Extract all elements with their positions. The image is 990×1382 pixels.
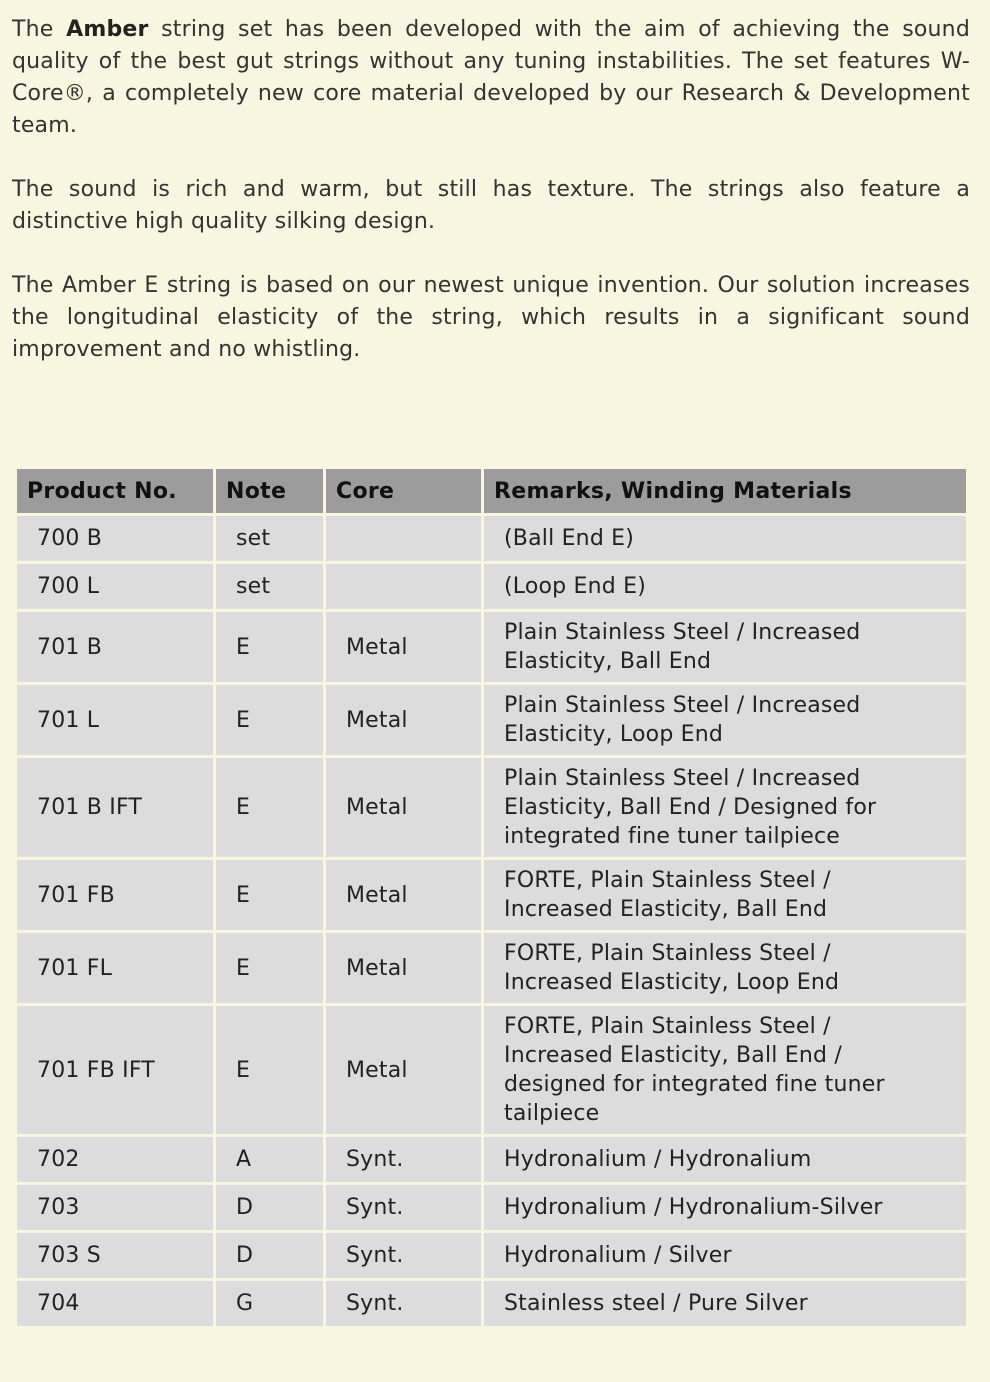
cell-product-no: 701 B [17,612,213,682]
cell-product-no: 703 [17,1185,213,1230]
cell-remarks: Hydronalium / Silver [484,1233,966,1278]
table-row [17,516,966,561]
intro-text-start: The [12,17,67,42]
cell-remarks: (Loop End E) [484,564,966,609]
cell-remarks: FORTE, Plain Stainless Steel / Increased Elasticity, Ball End [484,860,966,930]
header-core: Core [326,469,481,513]
cell-core: Metal [326,1006,481,1134]
intro-paragraph-2: The sound is rich and warm, but still has texture. The strings also feature a distinctive high quality silking design. [12,177,970,234]
intro-text-rest: string set has been developed with the aim of achieving the sound quality of the best gut strings without any tuning instabilities. The set features W-Core®, a completely new core material developed by our Research & Development team. [12,17,970,138]
cell-remarks: Hydronalium / Hydronalium-Silver [484,1185,966,1230]
cell-note: E [216,758,323,857]
table-row [17,1006,966,1134]
cell-remarks: Plain Stainless Steel / Increased Elasticity, Ball End / Designed for integrated fine tuner tailpiece [484,758,966,857]
brand-name: Amber [66,17,149,42]
cell-note: A [216,1137,323,1182]
cell-remarks: FORTE, Plain Stainless Steel / Increased Elasticity, Loop End [484,933,966,1003]
cell-note: E [216,1006,323,1134]
cell-core: Synt. [326,1233,481,1278]
header-note: Note [216,469,323,513]
cell-note: E [216,860,323,930]
cell-note: G [216,1281,323,1326]
cell-remarks: Hydronalium / Hydronalium [484,1137,966,1182]
table-row [17,564,966,609]
cell-core: Metal [326,860,481,930]
cell-core: Synt. [326,1185,481,1230]
cell-product-no: 701 FB IFT [17,1006,213,1134]
cell-note: set [216,564,323,609]
product-description [12,14,970,398]
table-row [17,1137,966,1182]
cell-remarks: Stainless steel / Pure Silver [484,1281,966,1326]
cell-product-no: 703 S [17,1233,213,1278]
table-header-row [17,469,966,513]
cell-core: Synt. [326,1281,481,1326]
cell-core [326,516,481,561]
cell-core: Metal [326,685,481,755]
cell-note: set [216,516,323,561]
table-row [17,612,966,682]
cell-note: E [216,685,323,755]
table-row [17,860,966,930]
header-remarks: Remarks, Winding Materials [484,469,966,513]
cell-product-no: 700 B [17,516,213,561]
table-row [17,758,966,857]
cell-note: E [216,612,323,682]
table-row [17,1233,966,1278]
table-row [17,1281,966,1326]
cell-core: Metal [326,758,481,857]
cell-product-no: 701 FB [17,860,213,930]
table-row [17,933,966,1003]
cell-core [326,564,481,609]
cell-product-no: 704 [17,1281,213,1326]
table-row [17,1185,966,1230]
cell-product-no: 701 B IFT [17,758,213,857]
cell-core: Metal [326,612,481,682]
intro-paragraph-1 [12,14,970,142]
cell-remarks: (Ball End E) [484,516,966,561]
cell-note: E [216,933,323,1003]
cell-note: D [216,1185,323,1230]
cell-remarks: FORTE, Plain Stainless Steel / Increased Elasticity, Ball End / designed for integrated fine tuner tailpiece [484,1006,966,1134]
cell-product-no: 701 FL [17,933,213,1003]
cell-product-no: 700 L [17,564,213,609]
cell-remarks: Plain Stainless Steel / Increased Elasticity, Ball End [484,612,966,682]
cell-note: D [216,1233,323,1278]
cell-product-no: 702 [17,1137,213,1182]
header-product-no: Product No. [17,469,213,513]
cell-core: Metal [326,933,481,1003]
product-table [14,466,969,1329]
intro-paragraph-3: The Amber E string is based on our newest unique invention. Our solution increases the longitudinal elasticity of the string, which results in a significant sound improvement and no whistling. [12,273,970,362]
table-row [17,685,966,755]
cell-core: Synt. [326,1137,481,1182]
cell-product-no: 701 L [17,685,213,755]
cell-remarks: Plain Stainless Steel / Increased Elasticity, Loop End [484,685,966,755]
